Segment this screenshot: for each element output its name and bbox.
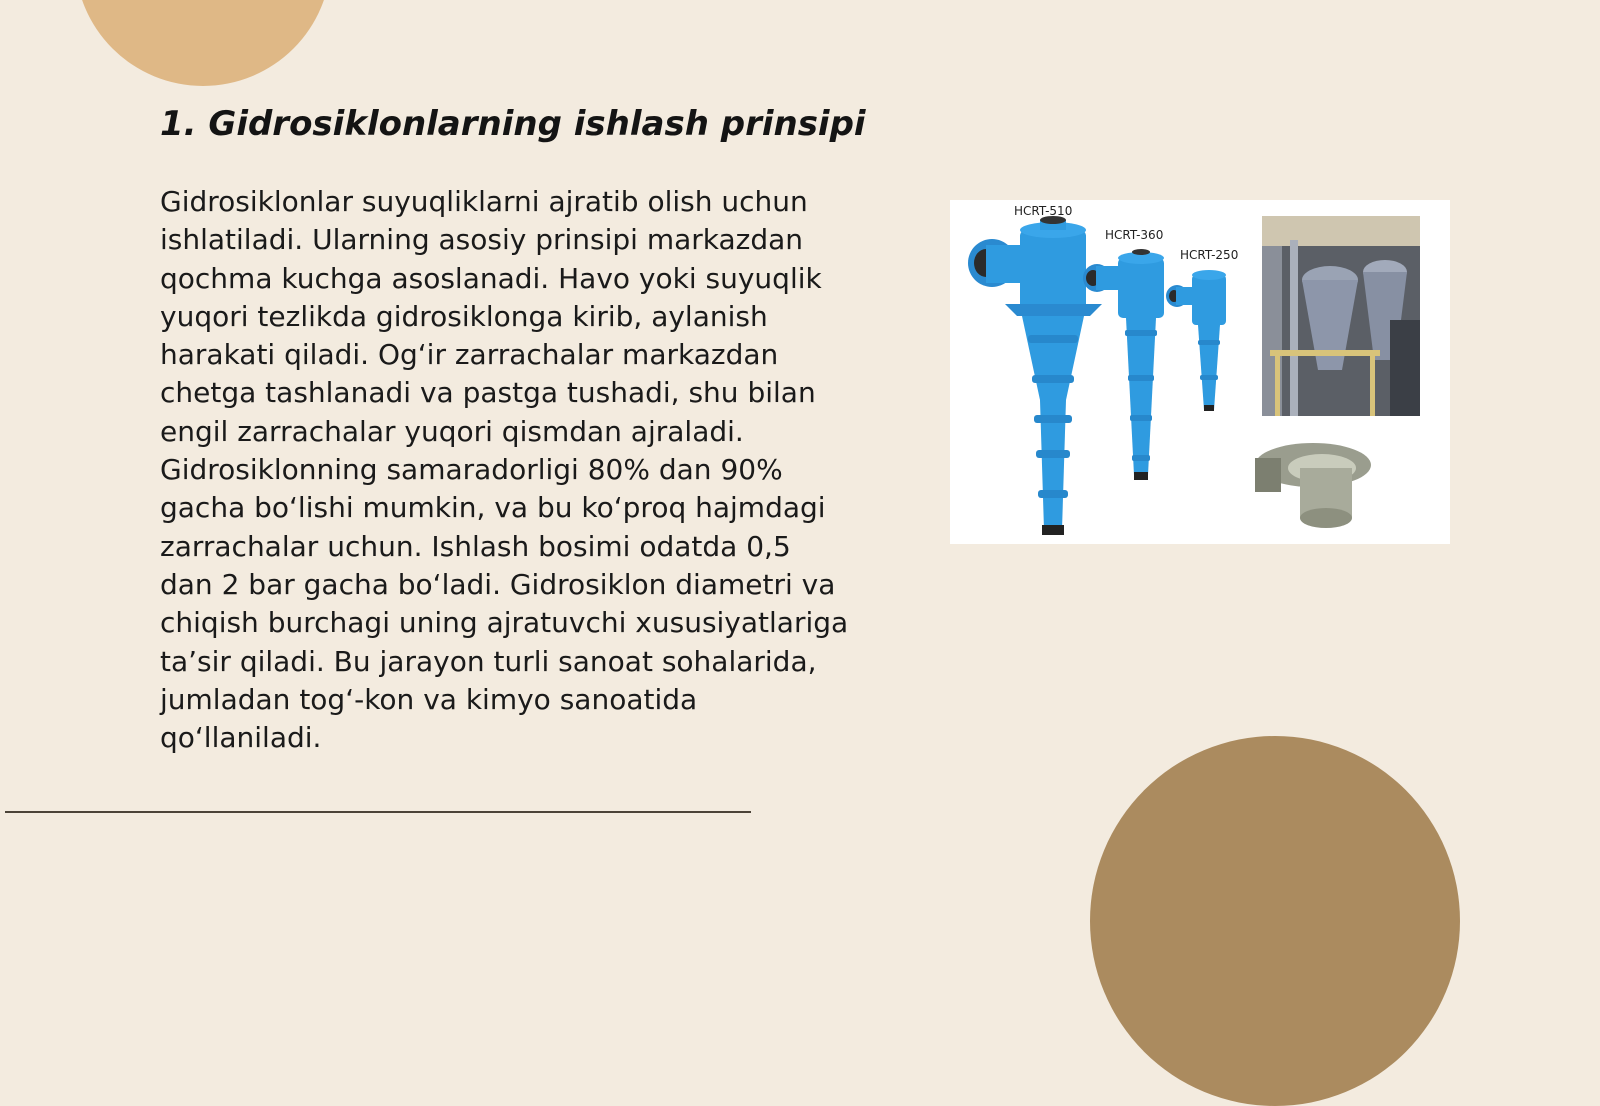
- decorative-circle-bottom: [1090, 736, 1460, 1106]
- slide-title: 1. Gidrosiklonlarning ishlash prinsipi: [160, 104, 866, 144]
- hydrocyclone-large-icon: [968, 216, 1102, 535]
- figure-label-hcrt-250: HCRT-250: [1180, 248, 1239, 262]
- figure-label-hcrt-360: HCRT-360: [1105, 228, 1164, 242]
- slide-body-text: Gidrosiklonlar suyuqliklarni ajratib olish uchun ishlatiladi. Ularning asosiy prinsipi markazdan qochma kuchga asoslanadi. Havo yoki suyuqlik yuqori tezlikda gidrosiklonga kirib, aylanish harakati qiladi. Og‘ir zarrachalar markazdan chetga tashlanadi va pastga tushadi, shu bilan engil zarrachalar yuqori qismdan ajraladi. Gidrosiklonning samaradorligi 80% dan 90% gacha bo‘lishi mumkin, va bu ko‘proq hajmdagi zarrachalar uchun. Ishlash bosimi odatda 0,5 dan 2 bar gacha bo‘ladi. Gidrosiklon diametri va chiqish burchagi uning ajratuvchi xususiyatlariga ta’sir qiladi. Bu jarayon turli sanoat sohalarida, jumladan tog‘-kon va kimyo sanoatida qo‘llaniladi.: [160, 185, 849, 755]
- plant-photo: [1262, 216, 1420, 416]
- hydrocyclone-image: [950, 200, 1450, 544]
- decorative-circle-top: [75, 0, 331, 86]
- hydrocyclone-small-icon: [1166, 270, 1226, 411]
- figure-label-hcrt-510: HCRT-510: [1014, 204, 1073, 218]
- hydrocyclone-medium-icon: [1083, 249, 1164, 480]
- cyclone-part-icon: [1255, 443, 1371, 528]
- divider-line: [5, 811, 751, 813]
